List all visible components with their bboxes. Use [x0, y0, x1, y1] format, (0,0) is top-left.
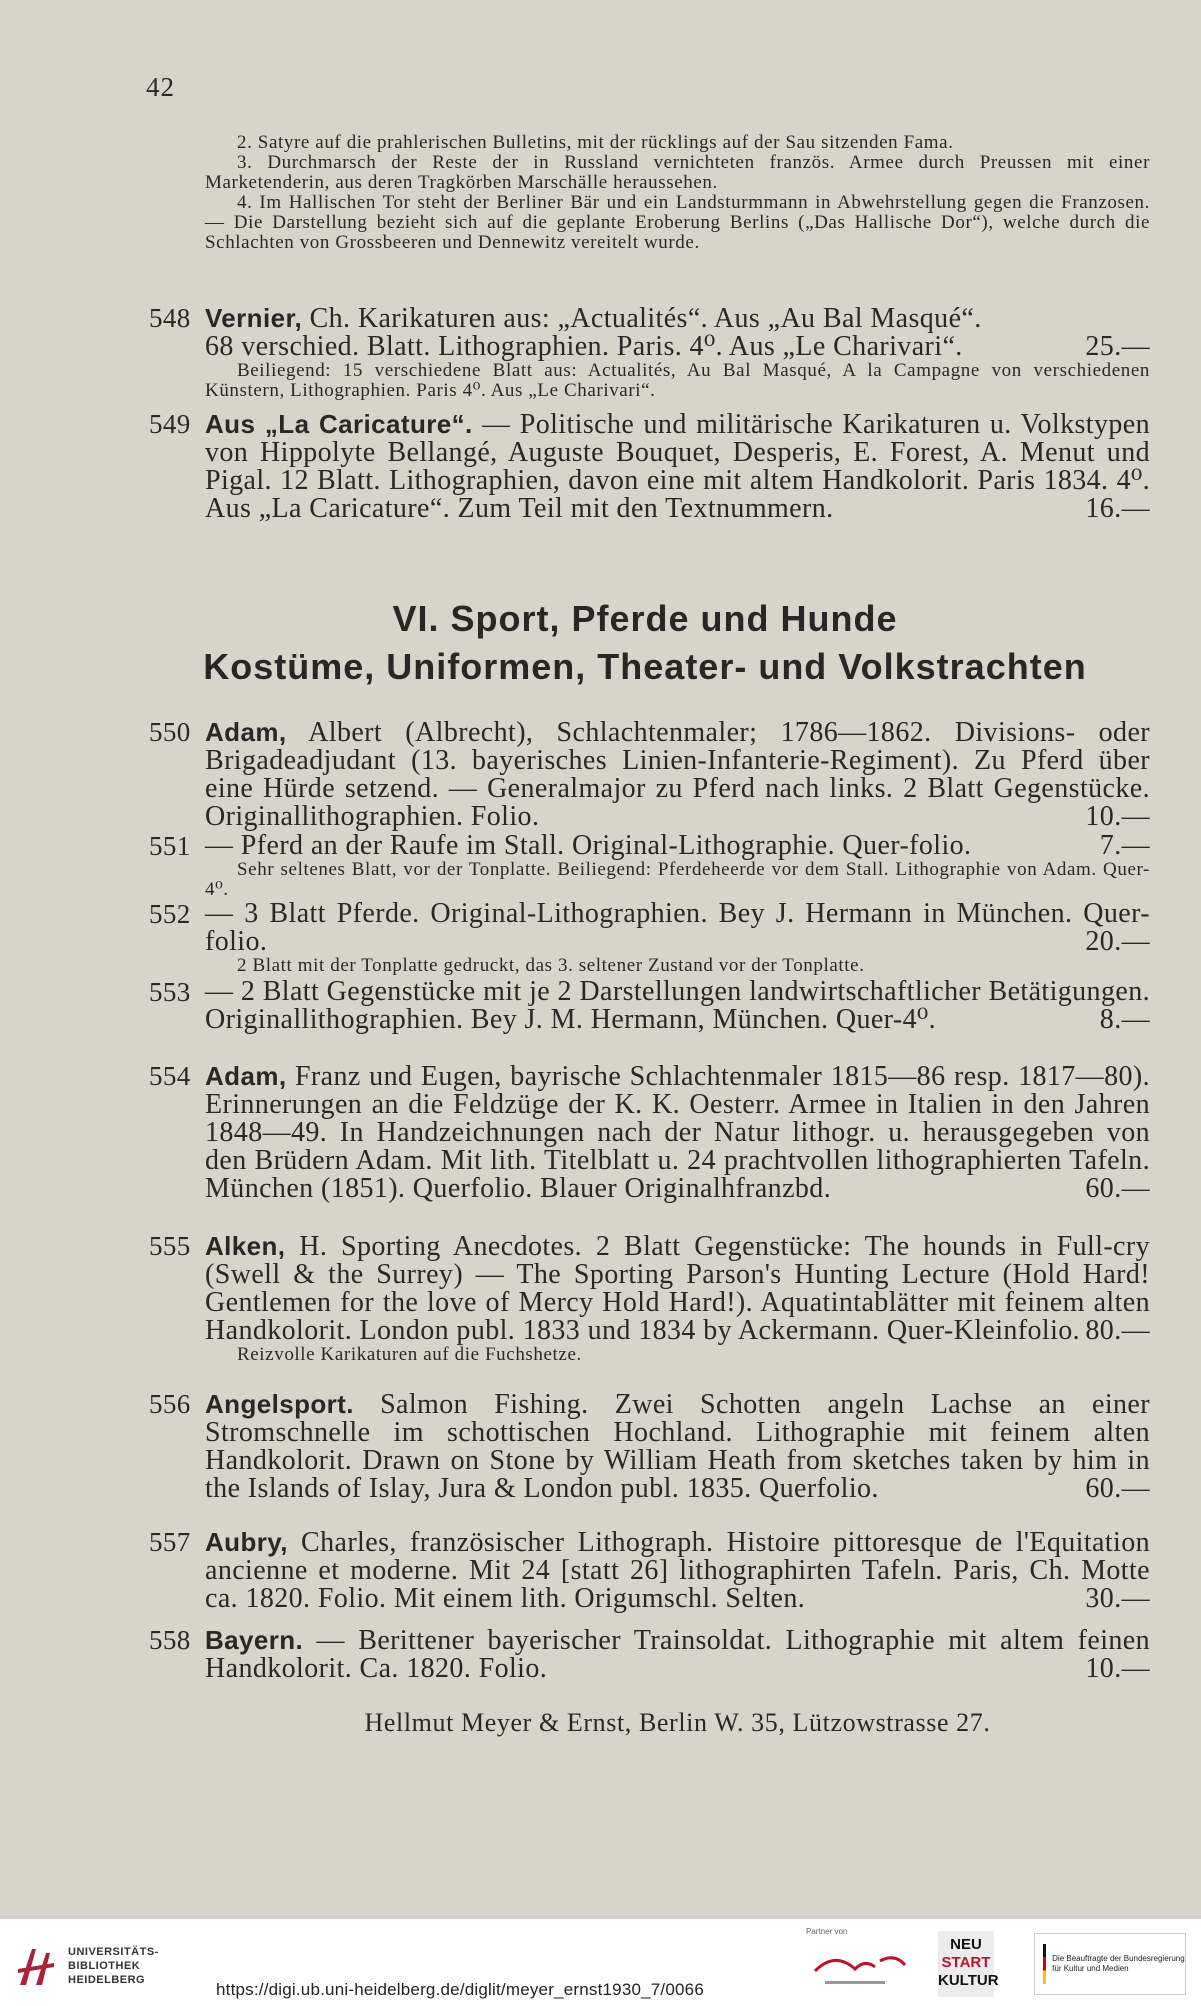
neustart-line-1: NEU: [950, 1936, 982, 1953]
intro-note-4: 4. Im Hallischen Tor steht der Berliner Bär und ein Landsturmmann in Abwehrstellung gegen die Franzosen. — Die Darstellung bezieht sich auf die geplante Eroberung Berlins („Das Hallische Dor“), welche durch die Schlachten von Grossbeeren und Dennewitz vereitelt wurde.: [205, 192, 1150, 253]
entry-number: 553: [149, 977, 191, 1007]
partner-logo-icon[interactable]: [805, 1941, 915, 1993]
entry-text: — 2 Blatt Gegenstücke mit je 2 Darstellungen landwirtschaftlicher Betätigungen. Originallithographien. Bey J. M. Hermann, München. Quer-4⁰.: [205, 976, 1150, 1035]
bundesregierung-text: Die Beauftragte der Bundesregierung für Kultur und Medien: [1052, 1954, 1185, 1973]
bundesregierung-logo[interactable]: [1034, 1933, 1186, 1995]
entry-name: Bayern.: [205, 1625, 304, 1655]
entry-price: 20.—: [1085, 926, 1150, 957]
entry-name: Adam,: [205, 717, 287, 747]
entry-number: 558: [149, 1625, 191, 1655]
entry-note: Beiliegend: 15 verschiedene Blatt aus: Actualités, Au Bal Masqué, A la Campagne von verschiedenen Künstern, Lithographien. Paris 4⁰. Aus „Le Charivari“.: [205, 360, 1150, 401]
section-heading-2: Kostüme, Uniformen, Theater- und Volkstrachten: [203, 646, 1087, 687]
entry-price: 10.—: [1085, 1653, 1150, 1684]
entry-note: Reizvolle Karikaturen auf die Fuchshetze.: [237, 1344, 582, 1365]
intro-note-2: 2. Satyre auf die prahlerischen Bulletins, mit der rücklings auf der Sau sitzenden Fama.: [237, 132, 954, 153]
entry-note: Sehr seltenes Blatt, vor der Tonplatte. Beiliegend: Pferdeheerde vor dem Stall. Lithographie von Adam. Quer-4⁰.: [205, 859, 1150, 900]
entry-name: Aus „La Caricature“.: [205, 409, 473, 439]
entry-name: Angelsport.: [205, 1389, 354, 1419]
partner-label: Partner von: [806, 1927, 848, 1936]
entry-name: Vernier,: [205, 303, 303, 333]
entry-price: 16.—: [1085, 493, 1150, 524]
entry-554: [149, 1061, 1150, 1204]
entry-price: 8.—: [1099, 1004, 1150, 1035]
entry-name: Alken,: [205, 1231, 286, 1261]
entry-558: [149, 1625, 1150, 1684]
entry-line-1: [205, 304, 1150, 333]
entry-price: 25.—: [1085, 331, 1150, 362]
entry-text-2: 68 verschied. Blatt. Lithographien. Paris. 4⁰. Aus „Le Charivari“.: [205, 331, 963, 362]
entry-text: Albert (Albrecht), Schlachtenmaler; 1786—1862. Divisions- oder Brigadeadjudant (13. bayerisches Linien-Infanterie-Regiment). Zu Pferd über eine Hürde setzend. — Generalmajor zu Pferd nach links. 2 Blatt Gegenstücke. Originallithographien. Folio.: [205, 717, 1150, 832]
entry-text: — Berittener bayerischer Trainsoldat. Lithographie mit altem feinen Handkolorit. Ca. 1820. Folio.: [205, 1625, 1150, 1684]
entry-text: H. Sporting Anecdotes. 2 Blatt Gegenstücke: The hounds in Full-cry (Swell & the Surrey) — The Sporting Parson's Hunting Lecture (Hold Hard! Gentlemen for the love of Mercy Hold Hard!). Aquatintablätter mit feinem alten Handkolorit. London publ. 1833 und 1834 by Ackermann. Quer-Kleinfolio.: [205, 1231, 1150, 1346]
entry-price: 60.—: [1085, 1473, 1150, 1504]
entry-name: Aubry,: [205, 1527, 288, 1557]
entry-text: Franz und Eugen, bayrische Schlachtenmaler 1815—86 resp. 1817—80). Erinnerungen an die Feldzüge der K. K. Oesterr. Armee in Italien in den Jahren 1848—49. In Handzeichnungen nach der Natur lithogr. u. herausgegeben von den Brüdern Adam. Mit lith. Titelblatt u. 24 prachtvollen lithographierten Tafeln. München (1851). Querfolio. Blauer Originalhfranzbd.: [205, 1061, 1150, 1204]
entry-548: [149, 303, 1150, 401]
entry-text: — Politische und militärische Karikaturen u. Volkstypen von Hippolyte Bellangé, Auguste Bouquet, Desperis, E. Forest, A. Menut und Pigal. 12 Blatt. Lithographien, davon eine mit altem Handkolorit. Paris 1834. 4⁰. Aus „La Caricature“. Zum Teil mit den Textnummern.: [205, 409, 1150, 524]
neustart-line-2: START: [941, 1954, 991, 1971]
entry-number: 548: [149, 303, 191, 333]
entry-line-2: [205, 333, 1150, 361]
entry-557: [149, 1527, 1151, 1614]
entry-549: [149, 409, 1150, 524]
entry-price: 60.—: [1085, 1173, 1150, 1204]
entry-number: 550: [149, 717, 191, 747]
entry-note: 2 Blatt mit der Tonplatte gedruckt, das 3. seltener Zustand vor der Tonplatte.: [237, 955, 865, 976]
entry-number: 555: [149, 1231, 191, 1261]
entry-number: 554: [149, 1061, 191, 1091]
entry-price: 80.—: [1085, 1315, 1150, 1346]
permalink-url[interactable]: https://digi.ub.uni-heidelberg.de/diglit/meyer_ernst1930_7/0066: [212, 1980, 708, 2000]
neustart-kultur-logo[interactable]: [938, 1931, 999, 1997]
entry-text: Salmon Fishing. Zwei Schotten angeln Lachse an einer Stromschnelle im schottischen Hochland. Lithographie mit feinem alten Handkolorit. Drawn on Stone by William Heath from sketches taken by him in the Islands of Islay, Jura & London publ. 1835. Querfolio.: [205, 1389, 1150, 1504]
entry-price: 30.—: [1085, 1583, 1150, 1614]
publisher-footer: Hellmut Meyer & Ernst, Berlin W. 35, Lützowstrasse 27.: [364, 1708, 991, 1737]
university-library-name: UNIVERSITÄTS- BIBLIOTHEK HEIDELBERG: [68, 1946, 159, 1986]
entry-text: Charles, französischer Lithograph. Histoire pittoresque de l'Equitation ancienne et moderne. Mit 24 [statt 26] lithographirten Tafeln. Paris, Ch. Motte ca. 1820. Folio. Mit einem lith. Origumschl. Selten.: [205, 1527, 1151, 1614]
entry-text-1: Ch. Karikaturen aus: „Actualités“. Aus „Au Bal Masqué“.: [309, 303, 982, 334]
entry-text: — Pferd an der Raufe im Stall. Original-Lithographie. Quer-folio.: [205, 830, 972, 861]
intro-notes: [205, 133, 1150, 253]
entry-price: 10.—: [1085, 801, 1150, 832]
entry-price: 7.—: [1099, 830, 1150, 861]
entry-556: [149, 1389, 1150, 1504]
entry-number: 549: [149, 409, 191, 439]
entry-text: — 3 Blatt Pferde. Original-Lithographien. Bey J. Hermann in München. Quer-folio.: [205, 898, 1150, 957]
entry-553: [149, 976, 1150, 1035]
entry-number: 556: [149, 1389, 191, 1419]
section-heading-1: VI. Sport, Pferde und Hunde: [392, 598, 898, 639]
intro-note-3: 3. Durchmarsch der Reste der in Russland vernichteten französ. Armee durch Preussen mit einer Marketenderin, aus deren Tragkörben Marschälle heraussehen.: [205, 152, 1150, 193]
entry-552: [149, 898, 1150, 976]
entry-number: 551: [149, 831, 191, 861]
entry-551: [149, 830, 1150, 900]
entry-555: [149, 1231, 1150, 1365]
entry-550: [149, 717, 1150, 832]
entry-number: 552: [149, 899, 191, 929]
entry-number: 557: [149, 1527, 191, 1557]
university-library-logo[interactable]: [14, 1941, 159, 1991]
page-number: 42: [146, 72, 175, 102]
entry-name: Adam,: [205, 1061, 287, 1091]
german-flag-icon: [1043, 1944, 1046, 1984]
heidelberg-logo-icon: [14, 1941, 60, 1991]
neustart-line-3: KULTUR: [938, 1972, 999, 1989]
